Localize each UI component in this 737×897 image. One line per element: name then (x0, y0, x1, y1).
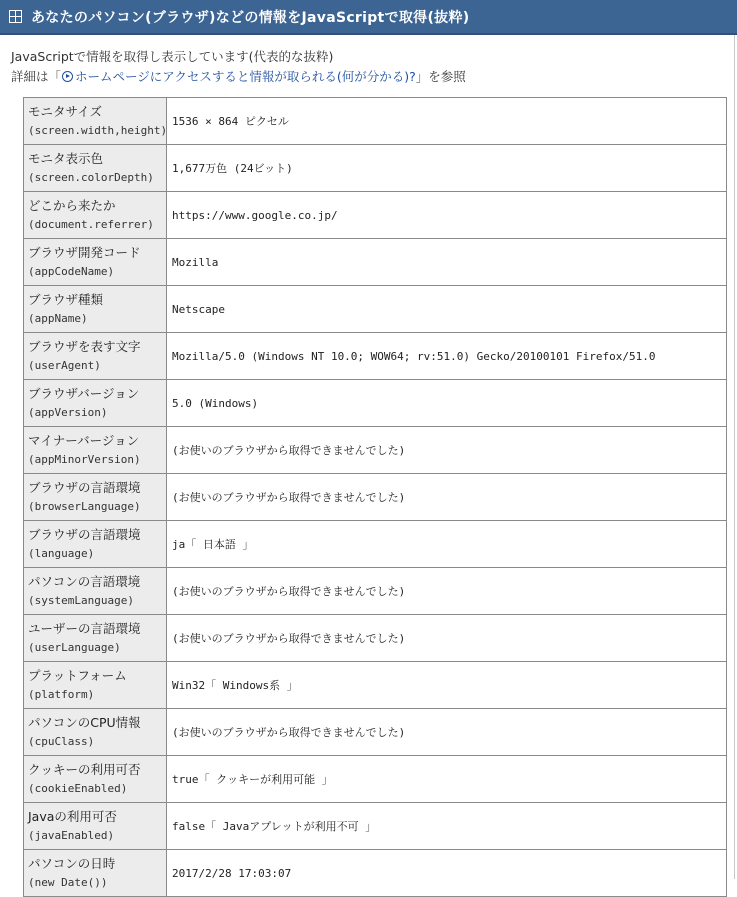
row-property: (javaEnabled) (28, 829, 115, 842)
row-label-text: パソコンの言語環境 (28, 574, 141, 589)
row-label-text: ブラウザ種類 (28, 292, 104, 307)
table-row (24, 803, 727, 850)
row-label (24, 803, 167, 850)
row-label (24, 192, 167, 239)
table-row (24, 380, 727, 427)
row-property: (screen.colorDepth) (28, 171, 154, 184)
row-label-text: パソコンのCPU情報 (28, 715, 141, 730)
row-label-text: どこから来たか (28, 198, 116, 213)
row-property: (appName) (28, 312, 88, 325)
row-value: ja「 日本語 」 (167, 521, 727, 568)
row-property: (systemLanguage) (28, 594, 134, 607)
row-label (24, 568, 167, 615)
intro-suffix: 」を参照 (415, 69, 466, 84)
table-row (24, 286, 727, 333)
row-value: (お使いのブラウザから取得できませんでした) (167, 568, 727, 615)
row-label (24, 662, 167, 709)
row-property: (platform) (28, 688, 95, 701)
row-label (24, 615, 167, 662)
row-value: 1536 × 864 ピクセル (167, 98, 727, 145)
table-row (24, 192, 727, 239)
intro-line-2 (11, 67, 466, 87)
row-property: (userLanguage) (28, 641, 121, 654)
row-value: true「 クッキーが利用可能 」 (167, 756, 727, 803)
row-property: (appCodeName) (28, 265, 115, 278)
row-value: (お使いのブラウザから取得できませんでした) (167, 615, 727, 662)
row-property: (browserLanguage) (28, 500, 141, 513)
row-value: (お使いのブラウザから取得できませんでした) (167, 474, 727, 521)
row-property: (cpuClass) (28, 735, 95, 748)
row-label (24, 521, 167, 568)
table-row (24, 521, 727, 568)
table-row (24, 145, 727, 192)
row-value: Mozilla/5.0 (Windows NT 10.0; WOW64; rv:51.0) Gecko/20100101 Firefox/51.0 (167, 333, 727, 380)
row-label-text: ブラウザ開発コード (28, 245, 141, 260)
table-row (24, 427, 727, 474)
table-row (24, 709, 727, 756)
row-label (24, 145, 167, 192)
table-row (24, 850, 727, 897)
row-value: 1,677万色 (24ビット) (167, 145, 727, 192)
row-property: (userAgent) (28, 359, 101, 372)
table-row (24, 615, 727, 662)
row-label-text: クッキーの利用可否 (28, 762, 141, 777)
table-row (24, 98, 727, 145)
row-label (24, 286, 167, 333)
intro-text (11, 47, 466, 87)
row-label-text: ブラウザバージョン (28, 386, 140, 401)
row-label (24, 333, 167, 380)
table-row (24, 662, 727, 709)
row-value: https://www.google.co.jp/ (167, 192, 727, 239)
row-property: (appVersion) (28, 406, 108, 419)
row-label-text: Javaの利用可否 (28, 809, 117, 824)
row-value: (お使いのブラウザから取得できませんでした) (167, 427, 727, 474)
table-row (24, 474, 727, 521)
row-property: (language) (28, 547, 95, 560)
row-label (24, 756, 167, 803)
right-border (734, 35, 735, 879)
row-value: Win32「 Windows系 」 (167, 662, 727, 709)
intro-line-1: JavaScriptで情報を取得し表示しています(代表的な抜粋) (11, 49, 334, 64)
row-property: (document.referrer) (28, 218, 154, 231)
detail-link[interactable] (61, 69, 416, 84)
row-label-text: マイナーバージョン (28, 433, 140, 448)
row-value: Netscape (167, 286, 727, 333)
row-label (24, 427, 167, 474)
table-row (24, 568, 727, 615)
row-label-text: ブラウザを表す文字 (28, 339, 141, 354)
row-value: (お使いのブラウザから取得できませんでした) (167, 709, 727, 756)
row-label-text: プラットフォーム (28, 668, 127, 683)
row-value: Mozilla (167, 239, 727, 286)
row-label-text: パソコンの日時 (28, 856, 116, 871)
row-property: (new Date()) (28, 876, 108, 889)
row-property: (screen.width,height) (28, 124, 168, 137)
section-title: あなたのパソコン(ブラウザ)などの情報をJavaScriptで取得(抜粋) (31, 9, 470, 26)
row-label (24, 474, 167, 521)
row-label-text: ブラウザの言語環境 (28, 480, 141, 495)
row-label-text: モニタサイズ (28, 104, 103, 119)
row-value: 2017/2/28 17:03:07 (167, 850, 727, 897)
row-value: 5.0 (Windows) (167, 380, 727, 427)
row-property: (appMinorVersion) (28, 453, 141, 466)
row-label-text: モニタ表示色 (28, 151, 104, 166)
table-row (24, 756, 727, 803)
table-row (24, 333, 727, 380)
row-value: false「 Javaアプレットが利用不可 」 (167, 803, 727, 850)
row-property: (cookieEnabled) (28, 782, 128, 795)
table-row (24, 239, 727, 286)
intro-prefix: 詳細は「 (11, 69, 62, 84)
section-header (0, 0, 737, 35)
grid-icon (9, 10, 22, 23)
row-label-text: ユーザーの言語環境 (28, 621, 141, 636)
row-label (24, 98, 167, 145)
info-table (23, 97, 727, 897)
row-label-text: ブラウザの言語環境 (28, 527, 141, 542)
row-label (24, 709, 167, 756)
play-circle-icon (62, 71, 73, 82)
row-label (24, 239, 167, 286)
row-label (24, 380, 167, 427)
row-label (24, 850, 167, 897)
detail-link-text[interactable]: ホームページにアクセスすると情報が取られる(何が分かる)? (75, 69, 416, 84)
